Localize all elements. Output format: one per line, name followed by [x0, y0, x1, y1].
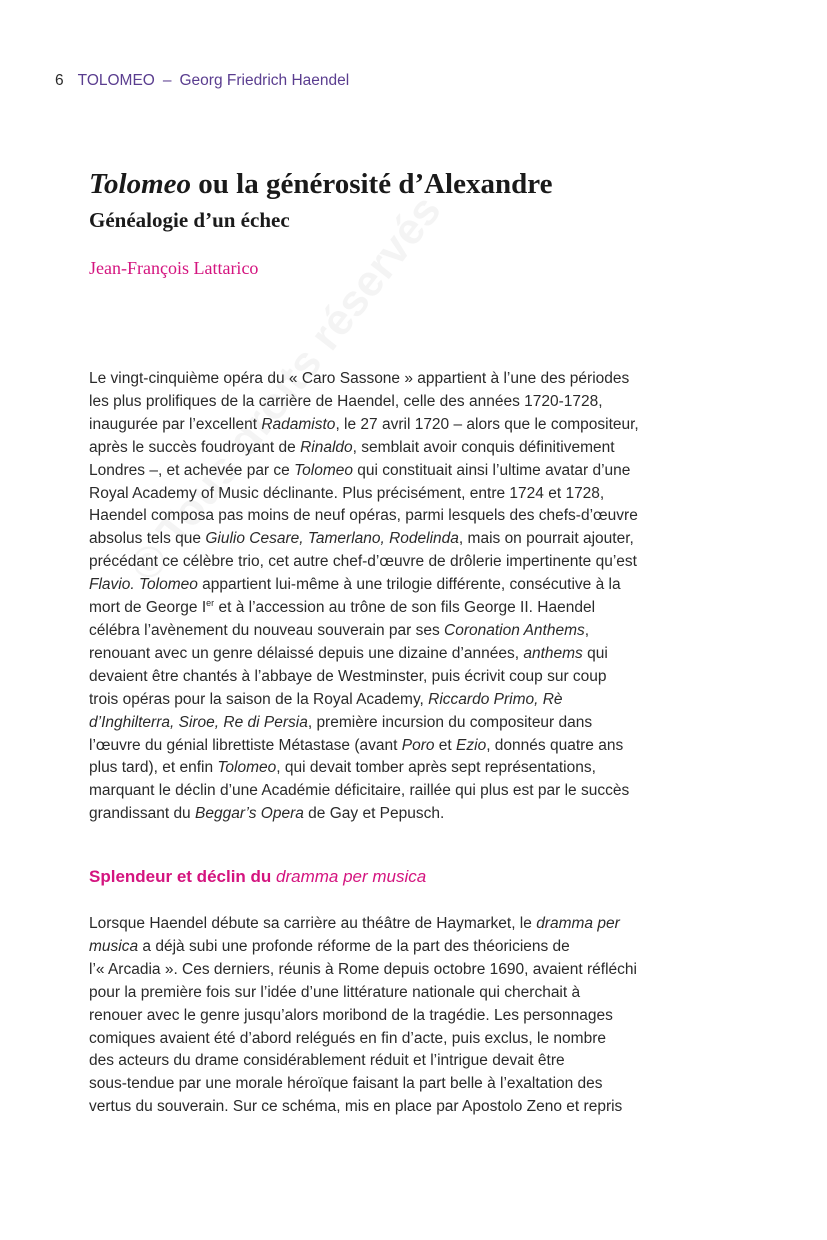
- paragraph-intro: [89, 368, 749, 826]
- text-line: devaient être chantés à l’abbaye de Westminster, puis écrivit coup sur coup: [89, 667, 607, 685]
- article-subtitle: Généalogie d’un échec: [89, 208, 290, 232]
- text-line: vertus du souverain. Sur ce schéma, mis en place par Apostolo Zeno et repris: [89, 1098, 623, 1116]
- text-line: l’« Arcadia ». Ces derniers, réunis à Rome depuis octobre 1690, avaient réfléchi: [89, 960, 637, 978]
- title-italic-part: Tolomeo: [89, 168, 192, 200]
- running-head-work: TOLOMEO: [77, 72, 155, 89]
- running-header: [55, 72, 349, 90]
- text-line: renouant avec un genre délaissé depuis une dizaine d’années, anthems qui: [89, 644, 608, 662]
- text-line: musica a déjà subi une profonde réforme de la part des théoriciens de: [89, 937, 570, 955]
- text-line: renouer avec le genre jusqu’alors moribond de la tragédie. Les personnages: [89, 1006, 613, 1024]
- section-heading: Splendeur et déclin du dramma per musica: [89, 867, 427, 886]
- text-line: plus tard), et enfin Tolomeo, qui devait tomber après sept représentations,: [89, 759, 596, 777]
- text-line: célébra l’avènement du nouveau souverain par ses Coronation Anthems,: [89, 621, 590, 639]
- running-head-separator: –: [162, 72, 172, 89]
- article-title: [89, 166, 749, 202]
- text-line: les plus prolifiques de la carrière de Haendel, celle des années 1720-1728,: [89, 392, 603, 410]
- article-author: Jean-François Lattarico: [89, 258, 259, 278]
- text-line: des acteurs du drame considérablement réduit et l’intrigue devait être: [89, 1052, 565, 1070]
- title-rest: ou la générosité d’Alexandre: [191, 168, 553, 200]
- text-line: Flavio. Tolomeo appartient lui-même à une trilogie différente, consécutive à la: [89, 576, 621, 594]
- article-title-block: [89, 166, 749, 234]
- text-line: Le vingt-cinquième opéra du « Caro Sassone » appartient à l’une des périodes: [89, 370, 630, 387]
- text-line: après le succès foudroyant de Rinaldo, semblait avoir conquis définitivement: [89, 438, 615, 456]
- text-line: Royal Academy of Music déclinante. Plus précisément, entre 1724 et 1728,: [89, 484, 605, 502]
- text-line: pour la première fois sur l’idée d’une littérature nationale qui cherchait à: [89, 983, 581, 1001]
- text-line: d’Inghilterra, Siroe, Re di Persia, première incursion du compositeur dans: [89, 713, 593, 731]
- page-number: 6: [55, 72, 64, 89]
- text-line: grandissant du Beggar’s Opera de Gay et Pepusch.: [89, 805, 445, 823]
- text-line: Haendel composa pas moins de neuf opéras, parmi lesquels des chefs-d’œuvre: [89, 507, 638, 525]
- text-line: précédant ce célèbre trio, cet autre chef-d’œuvre de drôlerie impertinente qu’est: [89, 553, 637, 571]
- text-line: marquant le déclin d’une Académie déficitaire, raillée qui plus est par le succès: [89, 782, 630, 800]
- text-line: sous-tendue par une morale héroïque faisant la part belle à l’exaltation des: [89, 1075, 603, 1093]
- text-line: l’œuvre du génial librettiste Métastase (avant Poro et Ezio, donnés quatre ans: [89, 736, 624, 754]
- text-line: mort de George Ier et à l’accession au trône de son fils George II. Haendel: [89, 597, 596, 617]
- text-line: trois opéras pour la saison de la Royal Academy, Riccardo Primo, Rè: [89, 690, 563, 708]
- paragraph-section: [89, 913, 749, 1119]
- text-line: inaugurée par l’excellent Radamisto, le 27 avril 1720 – alors que le compositeur,: [89, 415, 639, 433]
- text-line: Lorsque Haendel débute sa carrière au théâtre de Haymarket, le dramma per: [89, 915, 620, 932]
- running-head-composer: Georg Friedrich Haendel: [179, 72, 350, 89]
- text-line: Londres –, et achevée par ce Tolomeo qui constituait ainsi l’ultime avatar d’une: [89, 461, 631, 479]
- text-line: comiques avaient été d’abord relégués en fin d’acte, puis exclus, le nombre: [89, 1029, 606, 1047]
- text-line: absolus tels que Giulio Cesare, Tamerlano, Rodelinda, mais on pourrait ajouter,: [89, 530, 634, 548]
